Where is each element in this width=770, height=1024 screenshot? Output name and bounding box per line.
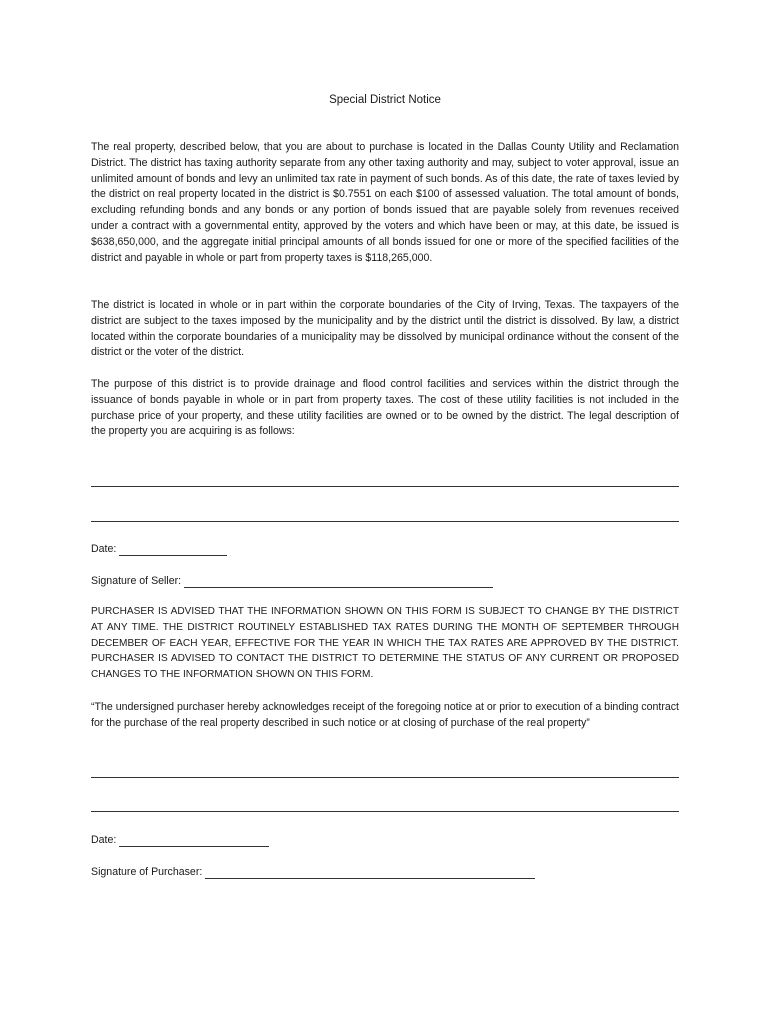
acknowledgment-line-2[interactable] [91, 811, 679, 812]
purchaser-date-field [91, 833, 269, 847]
seller-signature-field [91, 574, 493, 588]
seller-date-label: Date: [91, 543, 117, 555]
seller-signature-label: Signature of Seller: [91, 575, 182, 587]
acknowledgment-line-1[interactable] [91, 777, 679, 778]
purchaser-signature-blank[interactable] [205, 867, 535, 879]
paragraph-district-purpose: The purpose of this district is to provide drainage and flood control facilities and services within the district through the issuance of bonds payable in whole or in part from property taxes. The cost of these utility facilities is not included in the purchase price of your property, and these utility facilities are owned or to be owned by the district. The legal description of the property you are acquiring is as follows: [91, 378, 679, 438]
legal-description-line-1[interactable] [91, 486, 679, 487]
purchaser-date-blank[interactable] [119, 835, 269, 847]
legal-description-line-2[interactable] [91, 521, 679, 522]
purchaser-date-label: Date: [91, 834, 117, 846]
purchaser-acknowledgment: “The undersigned purchaser hereby acknowledges receipt of the foregoing notice at or prior to execution of a binding contract for the purchase of the real property described in such notice or at closing of purchase of the real property” [91, 701, 679, 729]
purchaser-advisory: PURCHASER IS ADVISED THAT THE INFORMATION SHOWN ON THIS FORM IS SUBJECT TO CHANGE BY THE DISTRICT AT ANY TIME. THE DISTRICT ROUTINELY ESTABLISHED TAX RATES DURING THE MONTH OF SEPTEMBER THROUGH DECEMBER OF EACH YEAR, EFFECTIVE FOR THE YEAR IN WHICH THE TAX RATES ARE APPROVED BY THE DISTRICT. PURCHASER IS ADVISED TO CONTACT THE DISTRICT TO DETERMINE THE STATUS OF ANY CURRENT OR PROPOSED CHANGES TO THE INFORMATION SHOWN ON THIS FORM. [91, 606, 679, 681]
paragraph-district-taxing-authority: The real property, described below, that you are about to purchase is located in the Dallas County Utility and Reclamation District. The district has taxing authority separate from any other taxing authority and may, subject to voter approval, issue an unlimited amount of bonds and levy an unlimited tax rate in payment of such bonds. As of this date, the rate of taxes levied by the district on real property located in the district is $0.7551 on each $100 of assessed valuation. The total amount of bonds, excluding refunding bonds and any bonds or any portion of bonds issued that are payable solely from revenues received under a contract with a governmental entity, approved by the voters and which have been or may, at this date, be issued is $638,650,000, and the aggregate initial principal amounts of all bonds issued for one or more of the specified facilities of the district and payable in whole or part from property taxes is $118,265,000. [91, 141, 679, 264]
paragraph-municipal-boundaries: The district is located in whole or in part within the corporate boundaries of the City of Irving, Texas. The taxpayers of the district are subject to the taxes imposed by the municipality and by the district until the district is dissolved. By law, a district located within the corporate boundaries of a municipality may be dissolved by municipal ordinance without the consent of the district or the voter of the district. [91, 299, 679, 359]
purchaser-signature-label: Signature of Purchaser: [91, 866, 203, 878]
document-title: Special District Notice [329, 94, 441, 106]
purchaser-signature-field [91, 865, 535, 879]
seller-signature-blank[interactable] [184, 576, 493, 588]
seller-date-field [91, 542, 227, 556]
seller-date-blank[interactable] [119, 544, 227, 556]
